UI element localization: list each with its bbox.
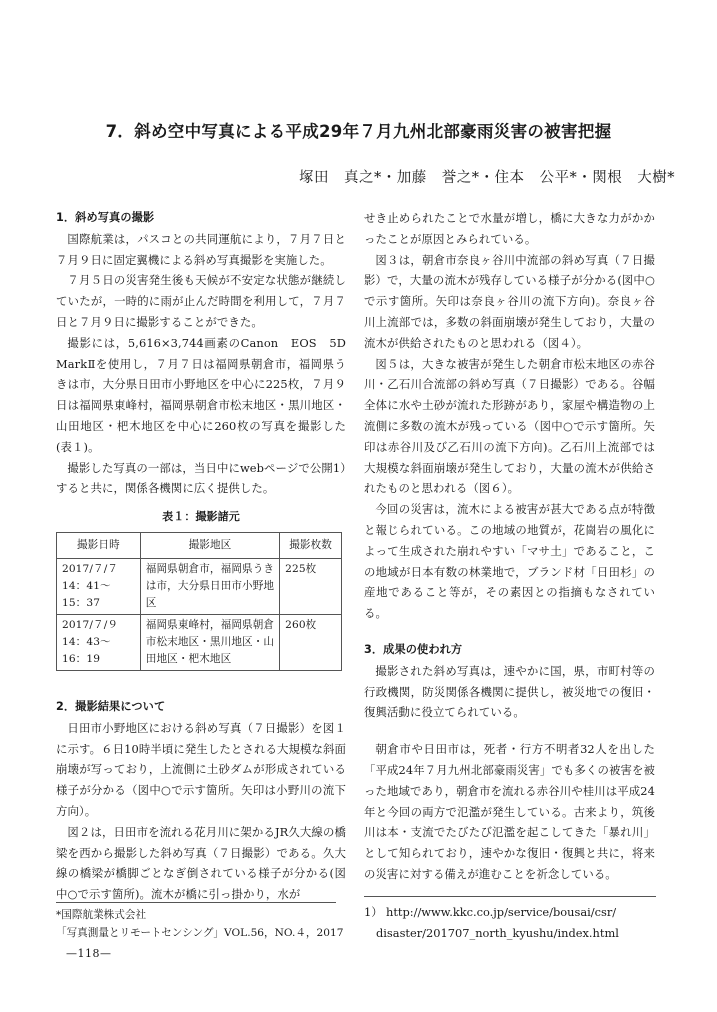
reference-number: 1） bbox=[364, 905, 383, 919]
section-2-paragraph-1: 日田市小野地区における斜め写真（７日撮影）を図１に示す。６日10時半頃に発生したとされる大規模な斜面崩壊が写っており，上流側に土砂ダムが形成されている様子が分かる（図中○で示す箇所。矢印は小野川の流下方向）。 bbox=[56, 720, 346, 818]
footnote-divider bbox=[56, 902, 336, 903]
article-title: 7．斜め空中写真による平成29年７月九州北部豪雨災害の被害把握 bbox=[105, 122, 612, 141]
reference-list bbox=[364, 902, 656, 944]
page-number: —118— bbox=[66, 947, 112, 960]
figure-3-paragraph: 図３は，朝倉市奈良ヶ谷川中流部の斜め写真（７日撮影）で，大量の流木が残存している様子が分かる(図中○で示す箇所。矢印は奈良ヶ谷川の流下方向)。奈良ヶ谷川上流部では，多数の斜面崩壊が発生しており，大量の流木が供給されたものと思われる（図４）。 bbox=[364, 252, 655, 350]
section-1-paragraph-4: 撮影した写真の一部は，当日中にwebページで公開1）すると共に，関係各機関に広く提供した。 bbox=[56, 460, 346, 496]
table-cell-count: 260枚 bbox=[280, 614, 342, 670]
footnote-affiliation: *国際航業株式会社 bbox=[56, 909, 147, 921]
continued-paragraph: せき止められたことで水量が増し，橋に大きな力がかかったことが原因とみられている。 bbox=[364, 211, 655, 246]
section-2-paragraph-2: 図２は，日田市を流れる花月川に架かるJR久大線の橋梁を西から撮影した斜め写真（７日撮影）である。久大線の橋梁が橋脚ごとなぎ倒されている様子が分かる(図中○で示す箇所)。流木が橋に引っ掛かり，水が bbox=[56, 824, 346, 902]
footnote-journal: 「写真測量とリモートセンシング」VOL.56，NO.４，2017 bbox=[56, 927, 344, 939]
section-3-paragraph-2: 朝倉市や日田市は，死者・行方不明者32人を出した「平成24年７月九州北部豪雨災害」でも多くの被害を被った地域であり，朝倉市を流れる赤谷川や桂川は平成24年と今回の両方で氾濫が発生している。古来より，筑後川は本・支流でたびたび氾濫を起こしてきた「暴れ川」として知られており，速やかな復旧・復興と共に，将来の災害に対する備えが進むことを祈念している。 bbox=[364, 742, 655, 881]
table-header-cell: 撮影地区 bbox=[140, 532, 279, 558]
section-1-paragraph-1: 国際航業は，パスコとの共同運航により，７月７日と７月９日に固定翼機による斜め写真撮影を実施した。 bbox=[56, 231, 346, 267]
section-3-heading: 3．成果の使われ方 bbox=[364, 642, 463, 656]
author-list: 塚田 真之*・加藤 誉之*・住本 公平*・関根 大樹* bbox=[299, 170, 675, 186]
table-header-row bbox=[57, 532, 342, 558]
shooting-spec-table bbox=[56, 532, 342, 671]
table-cell-count: 225枚 bbox=[280, 558, 342, 614]
section-3-paragraph-1: 撮影された斜め写真は，速やかに国，県，市町村等の行政機関，防災関係各機関に提供し，被災地での復旧・復興活動に役立てられている。 bbox=[364, 663, 655, 720]
table-cell-date: 2017/７/７ 14：41～15：37 bbox=[57, 558, 141, 614]
table-header-cell: 撮影日時 bbox=[57, 532, 141, 558]
table-cell-area: 福岡県東峰村，福岡県朝倉市松末地区・黒川地区・山田地区・杷木地区 bbox=[140, 614, 279, 670]
section-1-heading: 1．斜め写真の撮影 bbox=[56, 211, 155, 224]
left-column bbox=[56, 208, 346, 905]
table-row bbox=[57, 558, 342, 614]
table-header-cell: 撮影枚数 bbox=[280, 532, 342, 558]
section-1-paragraph-2: ７月５日の災害発生後も天候が不安定な状態が継続していたが，一時的に雨が止んだ時間を利用して，７月７日と７月９日に撮影することができた。 bbox=[56, 273, 346, 329]
figure-5-paragraph: 図５は，大きな被害が発生した朝倉市松末地区の赤谷川・乙石川合流部の斜め写真（７日撮影）である。谷幅全体に水や土砂が流れた形跡があり，家屋や構造物の上流側に多数の流木が残っている（図中○で示す箇所。矢印は赤谷川及び乙石川の流下方向)。乙石川上流部では大規模な斜面崩壊が発生しており，大量の流木が供給されたものと思われる（図６）。 bbox=[364, 356, 655, 496]
right-column bbox=[364, 208, 655, 885]
section-2-heading: 2．撮影結果について bbox=[56, 699, 166, 713]
disaster-characteristics-paragraph: 今回の災害は，流木による被害が甚大である点が特徴と報じられている。この地域の地質が，花崗岩の風化によって生成された崩れやすい「マサ土」であること，この地域が日本有数の林業地で，ブランド材「日田杉」の産地であること等が，その素因との指摘もなされている。 bbox=[364, 502, 655, 621]
table-cell-area: 福岡県朝倉市，福岡県うきは市，大分県日田市小野地区 bbox=[140, 558, 279, 614]
footnote bbox=[56, 906, 344, 942]
reference-divider bbox=[364, 896, 656, 897]
section-1-paragraph-3: 撮影には，5,616×3,744画素のCanon EOS 5D MarkⅡを使用し，７月７日は福岡県朝倉市，福岡県うきは市，大分県日田市小野地区を中心に225枚，７月９日は福岡県東峰村，福岡県朝倉市松末地区・黒川地区・山田地区・杷木地区を中心に260枚の写真を撮影した(表１)。 bbox=[56, 335, 346, 454]
reference-url-line-1: http://www.kkc.co.jp/service/bousai/csr/ bbox=[386, 905, 617, 919]
table-row bbox=[57, 614, 342, 670]
reference-url-line-2: disaster/201707_north_kyushu/index.html bbox=[376, 925, 619, 940]
table-cell-date: 2017/７/９ 14：43～16：19 bbox=[57, 614, 141, 670]
table-caption: 表１：撮影諸元 bbox=[162, 510, 240, 524]
